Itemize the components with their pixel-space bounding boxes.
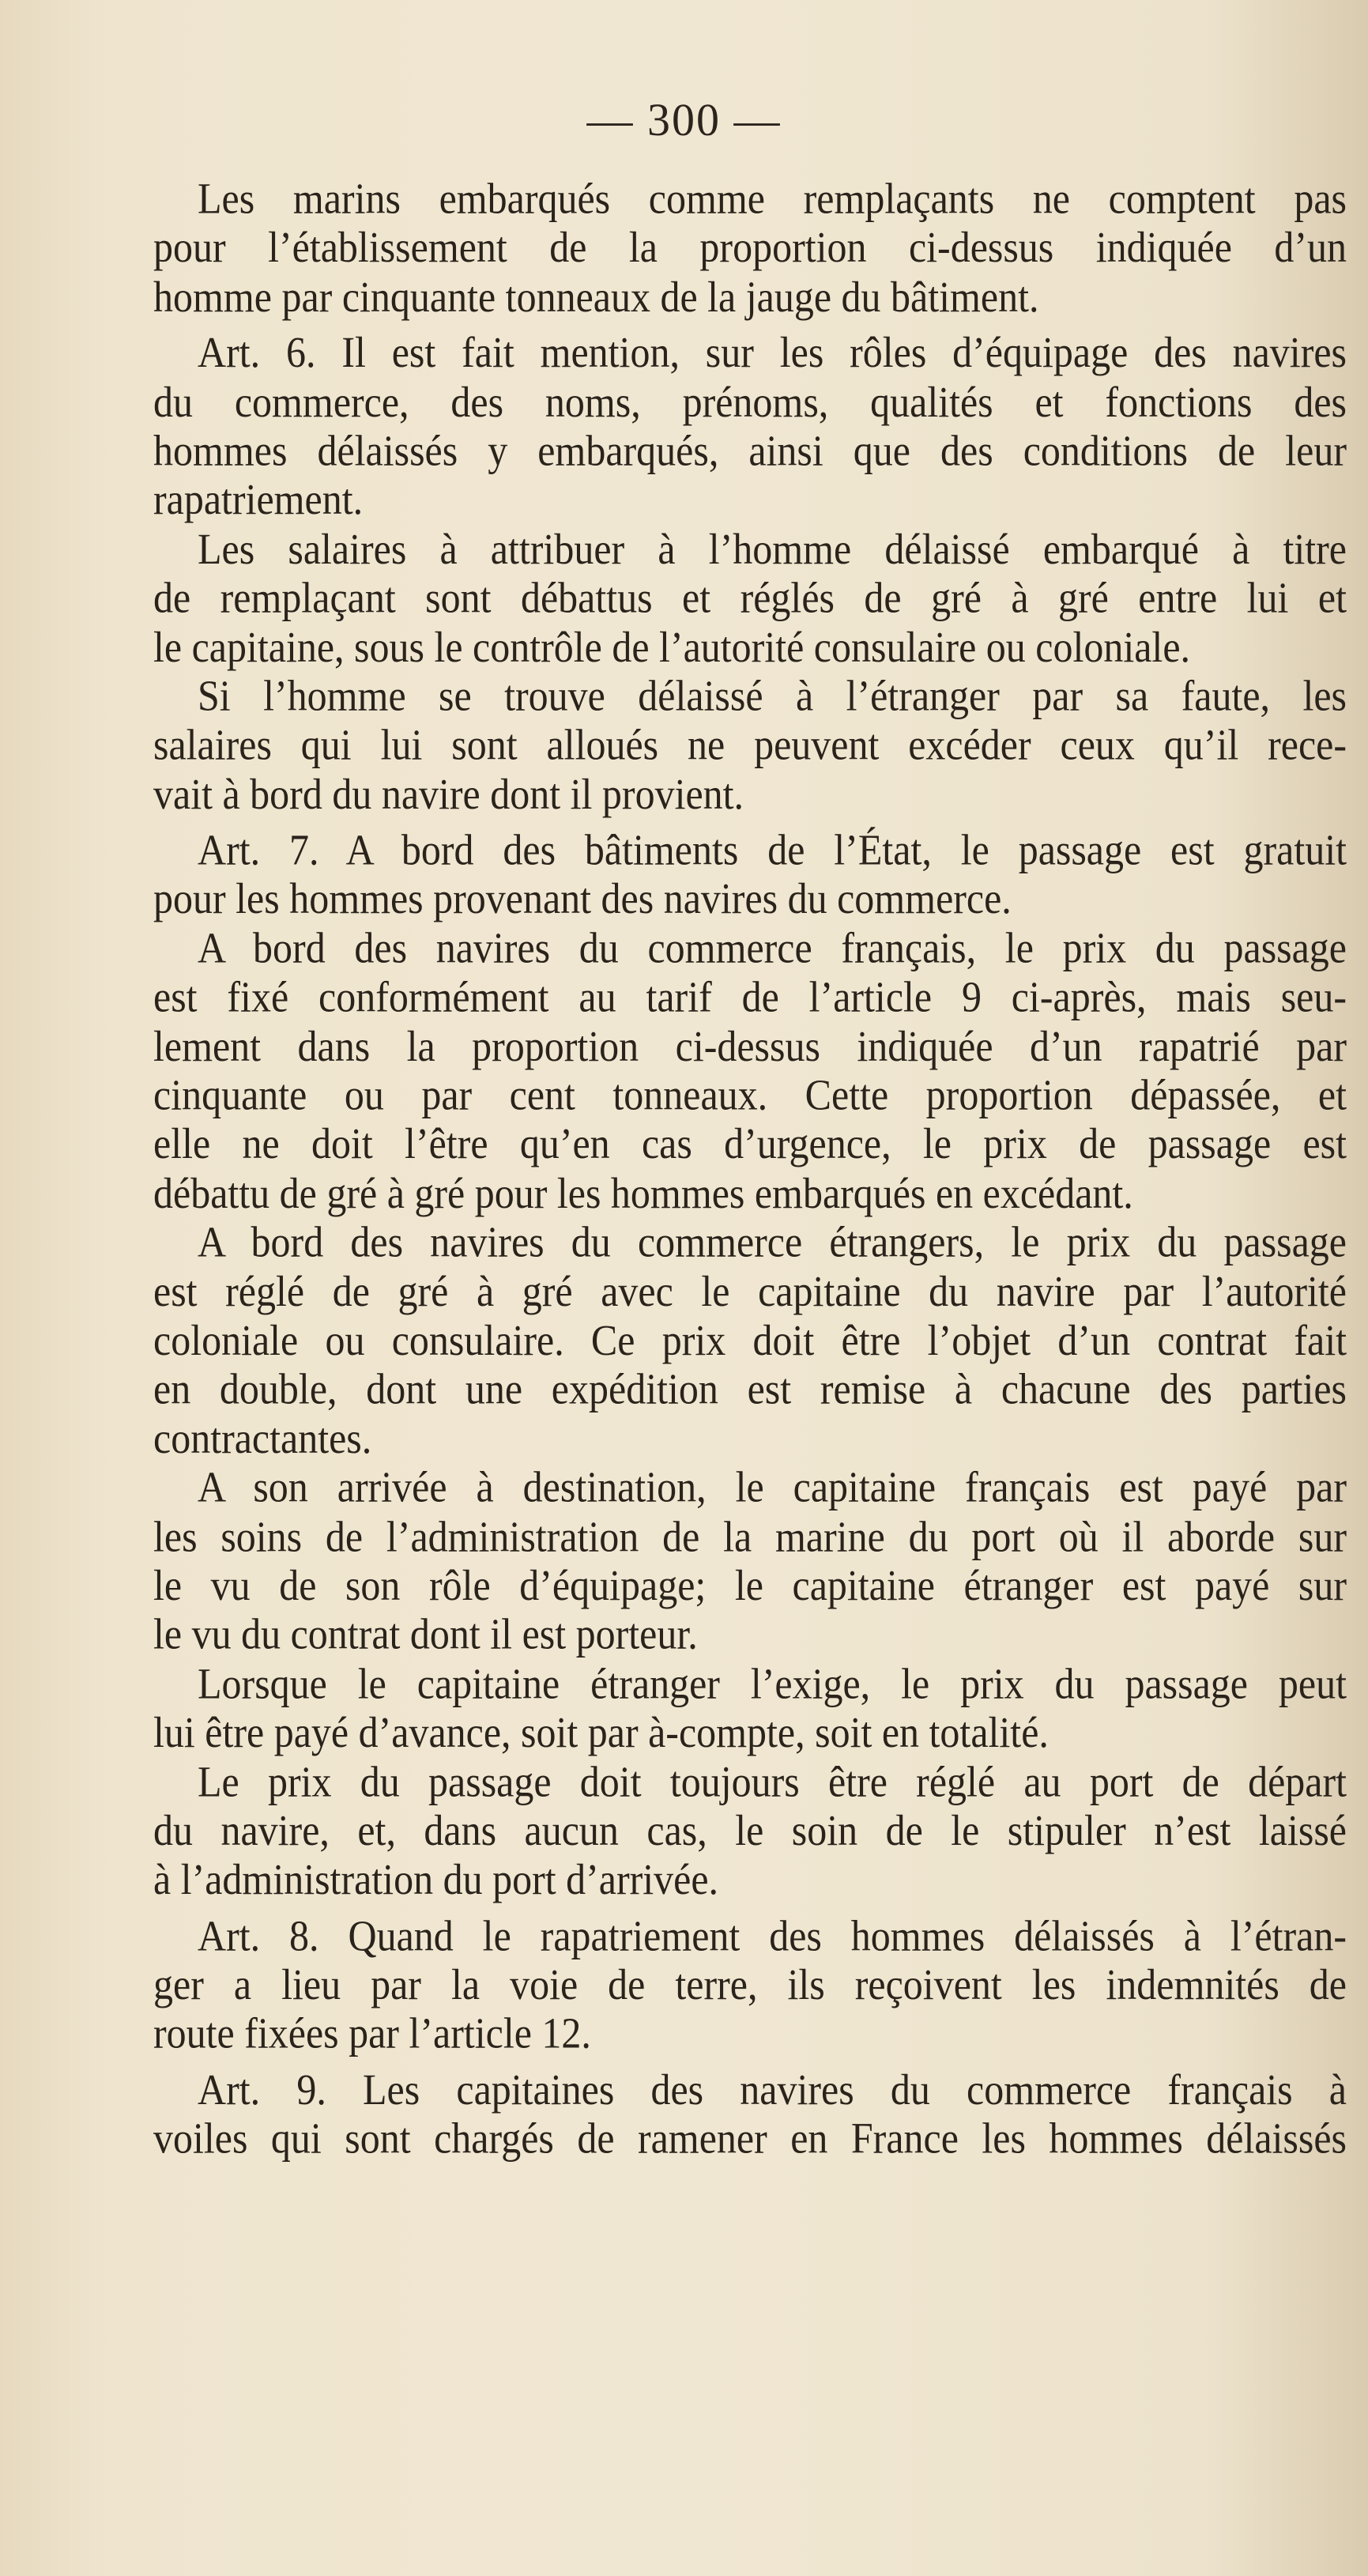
text-line: A bord des navires du commerce étrangers, le prix du passage — [198, 1217, 1347, 1266]
text-line: le vu du contrat dont il est porteur. — [153, 1609, 698, 1659]
text-line: cinquante ou par cent tonneaux. Cette proportion dépassée, et — [153, 1070, 1347, 1119]
text-line: les soins de l’administration de la marine du port où il aborde sur — [153, 1511, 1347, 1561]
text-line: Les marins embarqués comme remplaçants ne comptent pas — [198, 174, 1347, 223]
text-line: A son arrivée à destination, le capitaine français est payé par — [198, 1462, 1347, 1511]
text-line: Art. 6. Il est fait mention, sur les rôles d’équipage des navires — [198, 327, 1347, 377]
text-line: est réglé de gré à gré avec le capitaine du navire par l’autorité — [153, 1266, 1347, 1315]
text-line: Les salaires à attribuer à l’homme délaissé embarqué à titre — [198, 524, 1347, 573]
text-line: homme par cinquante tonneaux de la jauge du bâtiment. — [153, 272, 1039, 321]
text-line: Art. 8. Quand le rapatriement des hommes délaissés à l’étran- — [198, 1910, 1347, 1960]
text-line: Lorsque le capitaine étranger l’exige, le prix du passage peut — [198, 1658, 1347, 1708]
text-line: voiles qui sont chargés de ramener en France les hommes délaissés — [153, 2114, 1347, 2163]
text-line: hommes délaissés y embarqués, ainsi que des conditions de leur — [153, 425, 1347, 475]
text-line: de remplaçant sont débattus et réglés de gré à gré entre lui et — [153, 573, 1347, 622]
text-line: A bord des navires du commerce français, le prix du passage — [198, 923, 1347, 972]
text-line: Art. 9. Les capitaines des navires du commerce français à — [198, 2065, 1347, 2114]
text-line: Art. 7. A bord des bâtiments de l’État, le passage est gratuit — [198, 824, 1347, 874]
text-line: vait à bord du navire dont il provient. — [153, 769, 744, 818]
text-line: en double, dont une expédition est remise à chacune des parties — [153, 1364, 1347, 1413]
text-line: Si l’homme se trouve délaissé à l’étranger par sa faute, les — [198, 671, 1347, 720]
text-line: ger a lieu par la voie de terre, ils reçoivent les indemnités de — [153, 1959, 1347, 2009]
text-line: Le prix du passage doit toujours être réglé au port de départ — [198, 1756, 1347, 1806]
text-line: elle ne doit l’être qu’en cas d’urgence, le prix de passage est — [153, 1119, 1347, 1168]
page-number: — 300 — — [586, 94, 782, 145]
text-line: le vu de son rôle d’équipage; le capitaine étranger est payé sur — [153, 1560, 1347, 1610]
text-line: rapatriement. — [153, 474, 364, 524]
body-text — [153, 174, 1347, 2163]
text-line: salaires qui lui sont alloués ne peuvent excéder ceux qu’il rece- — [153, 720, 1347, 769]
text-line: lui être payé d’avance, soit par à-compte, soit en totalité. — [153, 1707, 1049, 1757]
text-line: coloniale ou consulaire. Ce prix doit être l’objet d’un contrat fait — [153, 1315, 1347, 1364]
text-line: du navire, et, dans aucun cas, le soin de le stipuler n’est laissé — [153, 1805, 1347, 1855]
text-line: pour les hommes provenant des navires du commerce. — [153, 874, 1012, 923]
text-line: lement dans la proportion ci-dessus indiquée d’un rapatrié par — [153, 1021, 1347, 1070]
text-line: le capitaine, sous le contrôle de l’autorité consulaire ou coloniale. — [153, 622, 1191, 671]
text-line: est fixé conformément au tarif de l’article 9 ci-après, mais seu- — [153, 972, 1347, 1021]
text-line: à l’administration du port d’arrivée. — [153, 1854, 719, 1904]
text-line: débattu de gré à gré pour les hommes embarqués en excédant. — [153, 1168, 1133, 1217]
text-line: route fixées par l’article 12. — [153, 2008, 591, 2058]
text-line: pour l’établissement de la proportion ci-dessus indiquée d’un — [153, 223, 1347, 272]
text-line: du commerce, des noms, prénoms, qualités et fonctions des — [153, 376, 1347, 426]
text-line: contractantes. — [153, 1413, 372, 1462]
